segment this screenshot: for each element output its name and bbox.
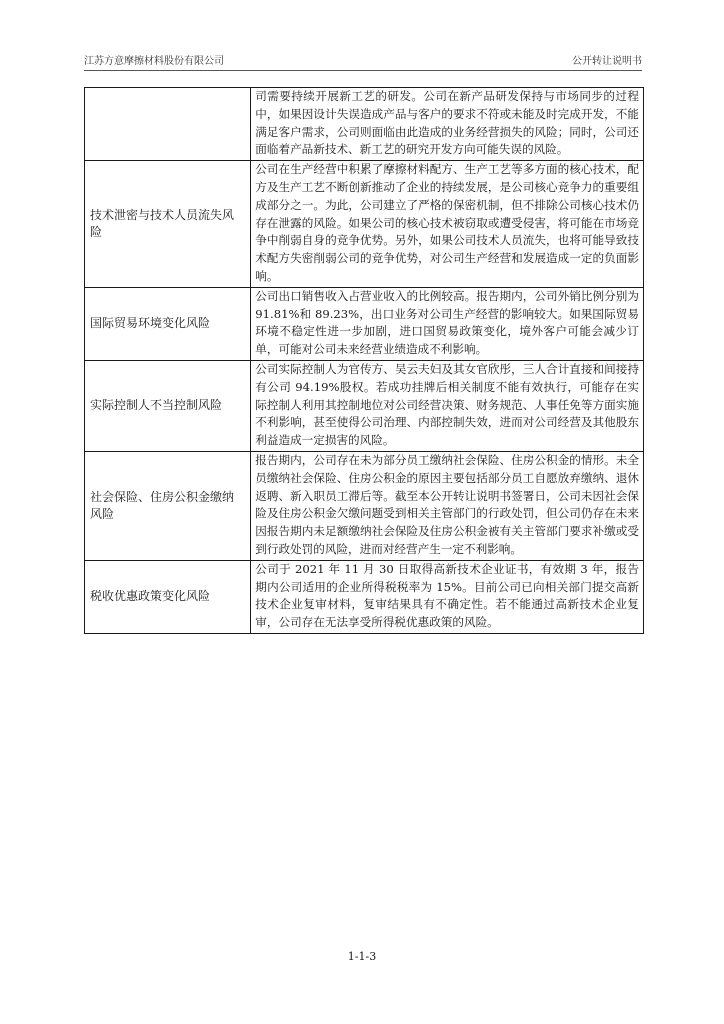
- risk-name: [85, 88, 251, 161]
- table-row: [85, 287, 644, 360]
- risk-table: [84, 87, 644, 634]
- risk-description: 报告期内，公司存在未为部分员工缴纳社会保险、住房公积金的情形。未全员缴纳社会保险、住房公积金的原因主要包括部分员工自愿放弃缴纳、退休返聘、新入职员工滞后等。截至本公开转让说明书签署日，公司未因社会保险及住房公积金欠缴问题受到相关主管部门的行政处罚，但公司仍存在未来因报告期内未足额缴纳社会保险及住房公积金被有关主管部门要求补缴或受到行政处罚的风险，进而对经营产生一定不利影响。: [251, 451, 644, 560]
- document-title: 公开转让说明书: [572, 56, 642, 67]
- table-row: [85, 560, 644, 633]
- risk-name: 实际控制人不当控制风险: [85, 360, 251, 451]
- risk-name: 税收优惠政策变化风险: [85, 560, 251, 633]
- risk-name: 技术泄密与技术人员流失风险: [85, 161, 251, 288]
- table-row: [85, 88, 644, 161]
- risk-description: 公司实际控制人为官传方、吴云夫妇及其女官欣彤，三人合计直接和间接持有公司 94.19%股权。若成功挂牌后相关制度不能有效执行，可能存在实际控制人利用其控制地位对公司经营决策、财务规范、人事任免等方面实施不利影响，甚至使得公司治理、内部控制失效，进而对公司经营及其他股东利益造成一定损害的风险。: [251, 360, 644, 451]
- risk-name: 国际贸易环境变化风险: [85, 287, 251, 360]
- risk-description: 公司出口销售收入占营业收入的比例较高。报告期内，公司外销比例分别为 91.81%和 89.23%，出口业务对公司生产经营的影响较大。如果国际贸易环境不稳定性进一步加剧，进口国贸易政策变化，境外客户可能会减少订单，可能对公司未来经营业绩造成不利影响。: [251, 287, 644, 360]
- table-row: [85, 360, 644, 451]
- risk-description: 公司于 2021 年 11 月 30 日取得高新技术企业证书，有效期 3 年，报告期内公司适用的企业所得税税率为 15%。目前公司已向相关部门提交高新技术企业复审材料，复审结果具有不确定性。若不能通过高新技术企业复审，公司存在无法享受所得税优惠政策的风险。: [251, 560, 644, 633]
- risk-name: 社会保险、住房公积金缴纳风险: [85, 451, 251, 560]
- table-row: [85, 451, 644, 560]
- page-number: 1-1-3: [347, 950, 377, 963]
- company-name: 江苏方意摩擦材料股份有限公司: [84, 56, 224, 67]
- risk-description: 司需要持续开展新工艺的研发。公司在新产品研发保持与市场同步的过程中，如果因设计失误造成产品与客户的要求不符或未能及时完成开发，不能满足客户需求，公司则面临由此造成的业务经营损失的风险；同时，公司还面临着产品新技术、新工艺的研究开发方向可能失误的风险。: [251, 88, 644, 161]
- page-header: [84, 52, 642, 71]
- risk-description: 公司在生产经营中积累了摩擦材料配方、生产工艺等多方面的核心技术，配方及生产工艺不断创新推动了企业的持续发展，是公司核心竞争力的重要组成部分之一。为此，公司建立了严格的保密机制，但不排除公司核心技术仍存在泄露的风险。如果公司的核心技术被窃取或遭受侵害，将可能在市场竞争中削弱自身的竞争优势。另外，如果公司技术人员流失，也将可能导致技术配方失密削弱公司的竞争优势，对公司生产经营和发展造成一定的负面影响。: [251, 161, 644, 288]
- table-row: [85, 161, 644, 288]
